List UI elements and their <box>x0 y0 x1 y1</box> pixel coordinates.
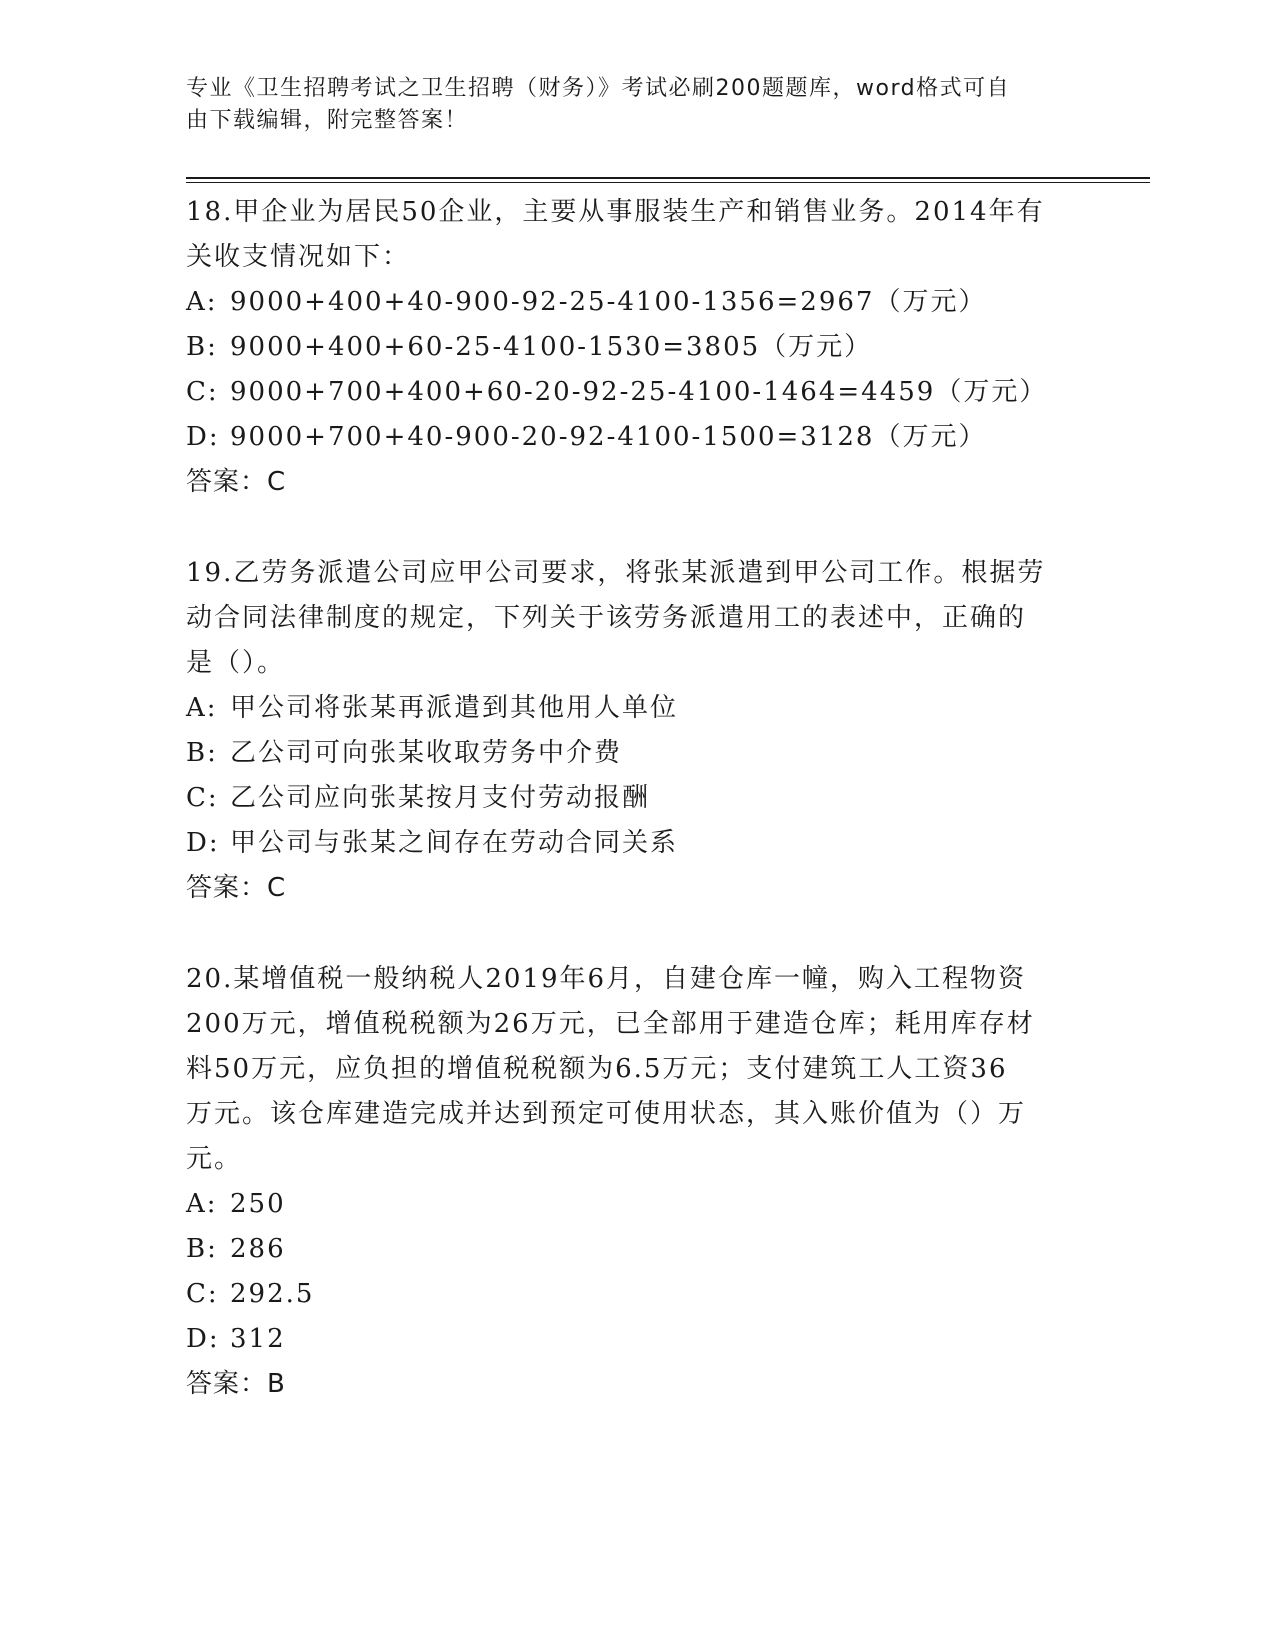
option-label: B: <box>186 332 218 362</box>
option-a <box>186 1182 1076 1227</box>
option-b <box>186 325 1076 370</box>
option-text: 甲公司将张某再派遣到其他用人单位 <box>230 693 679 723</box>
question-text-line: 是（）。 <box>186 648 286 678</box>
question-text-line: 关收支情况如下： <box>186 242 411 272</box>
option-label: A: <box>186 287 218 317</box>
question-text-line: 20.某增值税一般纳税人2019年6月，自建仓库一幢，购入工程物资 <box>186 964 1027 994</box>
question-spacer <box>186 505 1076 551</box>
option-c <box>186 776 1076 821</box>
option-text: 286 <box>230 1234 286 1264</box>
question-19 <box>186 551 1076 911</box>
option-label: A: <box>186 1189 218 1219</box>
answer-line: 答案：C <box>186 467 287 497</box>
option-label: D: <box>186 828 220 858</box>
option-c <box>186 370 1076 415</box>
option-text: 乙公司应向张某按月支付劳动报酬 <box>230 783 651 813</box>
option-text: 乙公司可向张某收取劳务中介费 <box>230 738 623 768</box>
option-label: B: <box>186 1234 218 1264</box>
option-c <box>186 1272 1076 1317</box>
option-text: 甲公司与张某之间存在劳动合同关系 <box>230 828 679 858</box>
question-text-line: 料50万元，应负担的增值税税额为6.5万元；支付建筑工人工资36 <box>186 1054 1008 1084</box>
option-a <box>186 280 1076 325</box>
option-b <box>186 1227 1076 1272</box>
option-text: 9000+400+60-25-4100-1530=3805（万元） <box>230 332 873 362</box>
option-d <box>186 1317 1076 1362</box>
question-18 <box>186 190 1076 505</box>
option-d <box>186 415 1076 460</box>
question-text-line: 18.甲企业为居民50企业，主要从事服装生产和销售业务。2014年有 <box>186 197 1045 227</box>
answer-line: 答案：B <box>186 1369 286 1399</box>
option-label: C: <box>186 1279 219 1309</box>
question-text-line: 万元。该仓库建造完成并达到预定可使用状态，其入账价值为（）万 <box>186 1099 1027 1129</box>
header-line-2: 由下载编辑，附完整答案！ <box>186 108 469 133</box>
option-text: 9000+700+40-900-20-92-4100-1500=3128（万元） <box>230 422 987 452</box>
option-text: 9000+700+400+60-20-92-25-4100-1464=4459（万元） <box>230 377 1048 407</box>
header-line-1: 专业《卫生招聘考试之卫生招聘（财务）》考试必刷200题题库，word格式可自 <box>186 76 1011 101</box>
option-label: A: <box>186 693 218 723</box>
document-header <box>186 73 1076 137</box>
question-20 <box>186 957 1076 1407</box>
question-spacer <box>186 911 1076 957</box>
question-text-line: 动合同法律制度的规定，下列关于该劳务派遣用工的表述中，正确的 <box>186 603 1027 633</box>
option-d <box>186 821 1076 866</box>
question-text-line: 200万元，增值税税额为26万元，已全部用于建造仓库；耗用库存材 <box>186 1009 1035 1039</box>
answer-line: 答案：C <box>186 873 287 903</box>
header-divider-thin <box>186 182 1150 183</box>
option-label: B: <box>186 738 218 768</box>
option-b <box>186 731 1076 776</box>
option-label: C: <box>186 377 219 407</box>
option-text: 292.5 <box>230 1279 315 1309</box>
option-a <box>186 686 1076 731</box>
question-text-line: 19.乙劳务派遣公司应甲公司要求，将张某派遣到甲公司工作。根据劳 <box>186 558 1046 588</box>
option-label: D: <box>186 422 220 452</box>
question-list <box>186 190 1076 1407</box>
option-label: D: <box>186 1324 220 1354</box>
option-label: C: <box>186 783 219 813</box>
question-text-line: 元。 <box>186 1144 243 1174</box>
option-text: 250 <box>230 1189 286 1219</box>
header-divider-thick <box>186 177 1150 179</box>
option-text: 9000+400+40-900-92-25-4100-1356=2967（万元） <box>230 287 987 317</box>
option-text: 312 <box>230 1324 286 1354</box>
